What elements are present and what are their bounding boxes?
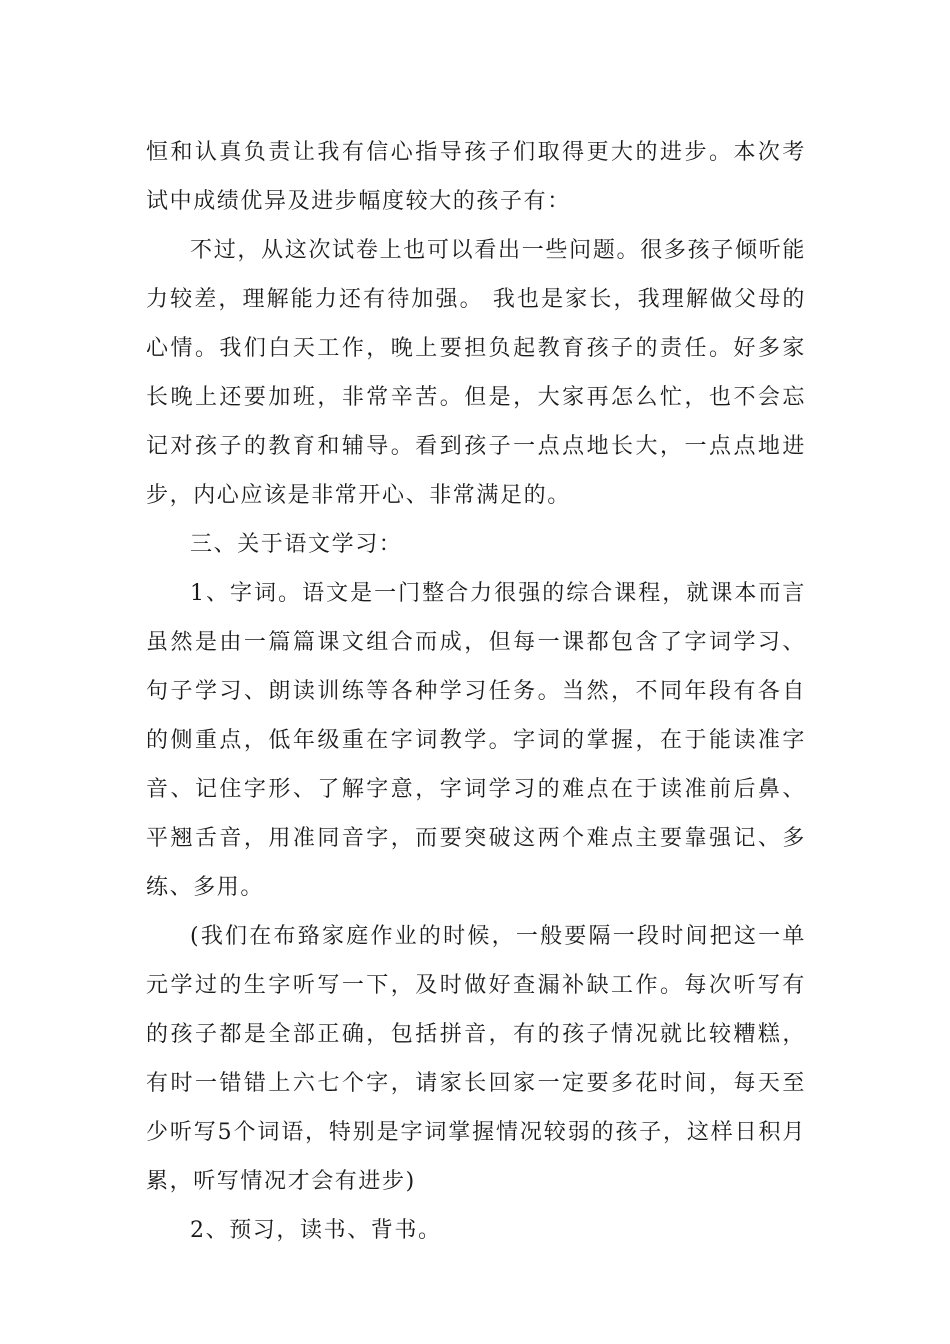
paragraph-words: 1、字词。语文是一门整合力很强的综合课程，就课本而言虽然是由一篇篇课文组合而成，但每一课都包含了字词学习、句子学习、朗读训练等各种学习任务。当然，不同年段有各自的侧重点，低年级重在字词教学。字词的掌握，在于能读准字音、记住字形、了解字意，字词学习的难点在于读准前后鼻、平翘舌音，用准同音字，而要突破这两个难点主要靠强记、多练、多用。 [146, 581, 806, 900]
section-heading-chinese-study: 三、关于语文学习： [190, 532, 403, 557]
paragraph-1: 恒和认真负责让我有信心指导孩子们取得更大的进步。本次考试中成绩优异及进步幅度较大的孩子有： [146, 140, 806, 214]
paragraph-dictation: (我们在布臵家庭作业的时候，一般要隔一段时间把这一单元学过的生字听写一下，及时做好查漏补缺工作。每次听写有的孩子都是全部正确，包括拼音，有的孩子情况就比较糟糕，有时一错错上六七个字，请家长回家一定要多花时间，每天至少听写5个词语，特别是字词掌握情况较弱的孩子，这样日积月累，听写情况才会有进步) [146, 924, 806, 1194]
document-body [146, 128, 806, 1255]
paragraph-2: 不过，从这次试卷上也可以看出一些问题。很多孩子倾听能力较差，理解能力还有待加强。 我也是家长，我理解做父母的心情。我们白天工作，晚上要担负起教育孩子的责任。好多家长晚上还要加班，非常辛苦。但是，大家再怎么忙，也不会忘记对孩子的教育和辅导。看到孩子一点点地长大，一点点地进步，内心应该是非常开心、非常满足的。 [146, 238, 806, 508]
paragraph-preview-reading: 2、预习，读书、背书。 [190, 1218, 442, 1243]
